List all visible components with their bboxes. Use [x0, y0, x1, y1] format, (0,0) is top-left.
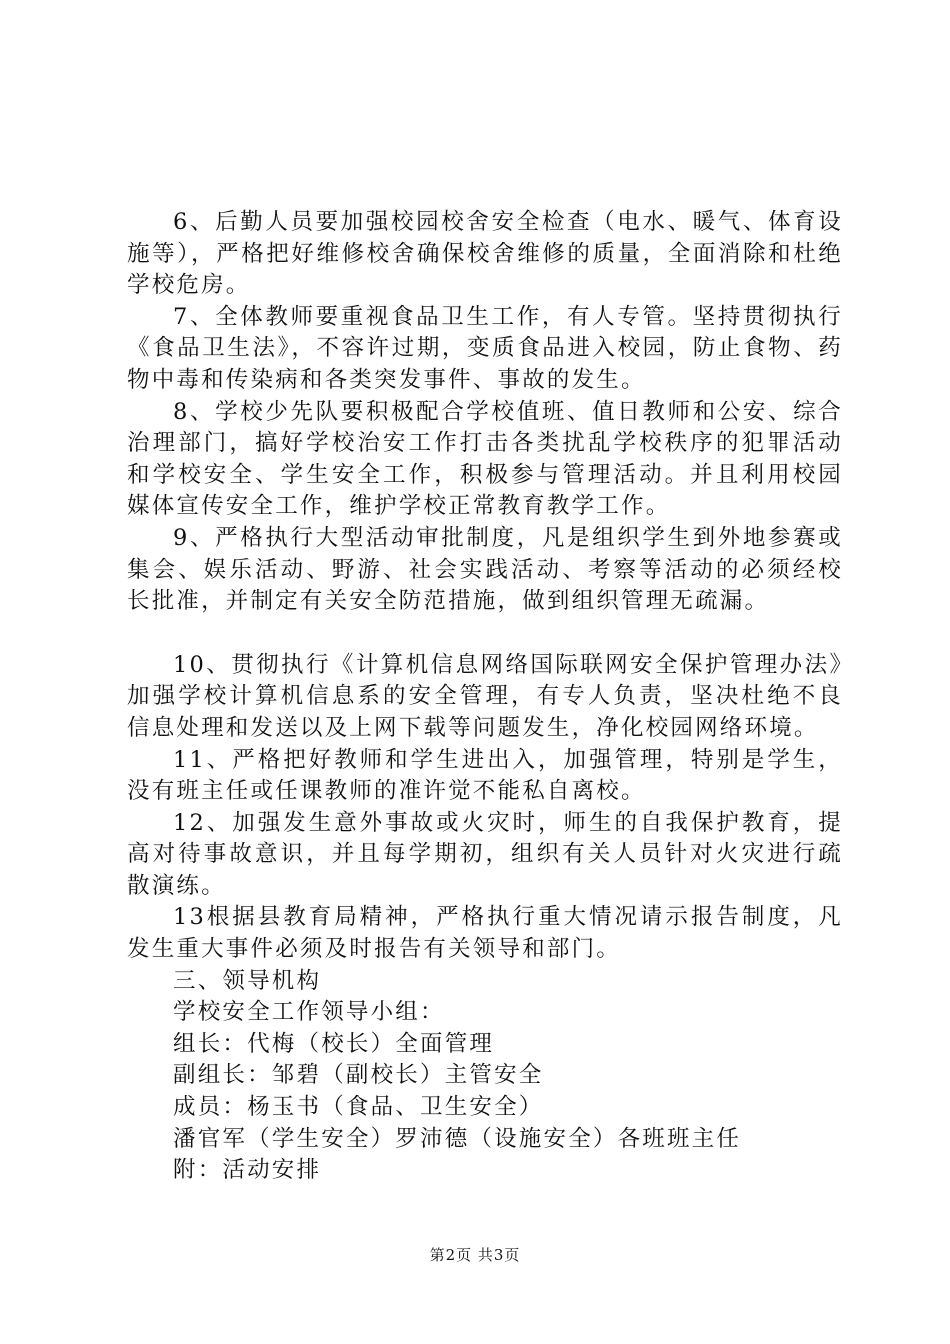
- paragraph-item-11: 11、严格把好教师和学生进出入，加强管理，特别是学生，没有班主任或任课教师的准许觉不能私自离校。: [127, 746, 843, 805]
- page-number: 第2页 共3页: [429, 1246, 521, 1264]
- paragraph-item-13: 13根据县教育局精神，严格执行重大情况请示报告制度，凡发生重大事件必须及时报告有关领导和部门。: [127, 904, 843, 963]
- paragraph-item-12: 12、加强发生意外事故或火灾时，师生的自我保护教育，提高对待事故意识，并且每学期初，组织有关人员针对火灾进行疏散演练。: [127, 809, 843, 899]
- appendix-note: 附：活动安排: [173, 1157, 322, 1184]
- group-title: 学校安全工作领导小组：: [173, 999, 445, 1026]
- group-member-2: 潘官军（学生安全）罗沛德（设施安全）各班班主任: [173, 1125, 742, 1152]
- paragraph-item-8: 8、学校少先队要积极配合学校值班、值日教师和公安、综合治理部门，搞好学校治安工作打击各类扰乱学校秩序的犯罪活动和学校安全、学生安全工作，积极参与管理活动。并且利用校园媒体宣传安全工作，维护学校正常教育教学工作。: [127, 398, 843, 520]
- group-leader: 组长：代梅（校长）全面管理: [173, 1030, 495, 1057]
- paragraph-item-10: 10、贯彻执行《计算机信息网络国际联网安全保护管理办法》加强学校计算机信息系的安全管理，有专人负责，坚决杜绝不良信息处理和发送以及上网下载等问题发生，净化校园网络环境。: [127, 651, 843, 741]
- paragraph-item-9: 9、严格执行大型活动审批制度，凡是组织学生到外地参赛或集会、娱乐活动、野游、社会实践活动、考察等活动的必须经校长批准，并制定有关安全防范措施，做到组织管理无疏漏。: [127, 524, 843, 615]
- paragraph-spacer: [127, 618, 843, 650]
- paragraph-item-7: 7、全体教师要重视食品卫生工作，有人专管。坚持贯彻执行《食品卫生法》，不容许过期，变质食品进入校园，防止食物、药物中毒和传染病和各类突发事件、事故的发生。: [127, 303, 843, 393]
- group-deputy: 副组长：邹碧（副校长）主管安全: [173, 1062, 544, 1089]
- group-member-1: 成员：杨玉书（食品、卫生安全）: [173, 1094, 544, 1121]
- document-body: [127, 207, 843, 1187]
- paragraph-item-6: 6、后勤人员要加强校园校舍安全检查（电水、暖气、体育设施等），严格把好维修校舍确保校舍维修的质量，全面消除和杜绝学校危房。: [127, 209, 843, 299]
- section-heading: 三、领导机构: [173, 967, 322, 994]
